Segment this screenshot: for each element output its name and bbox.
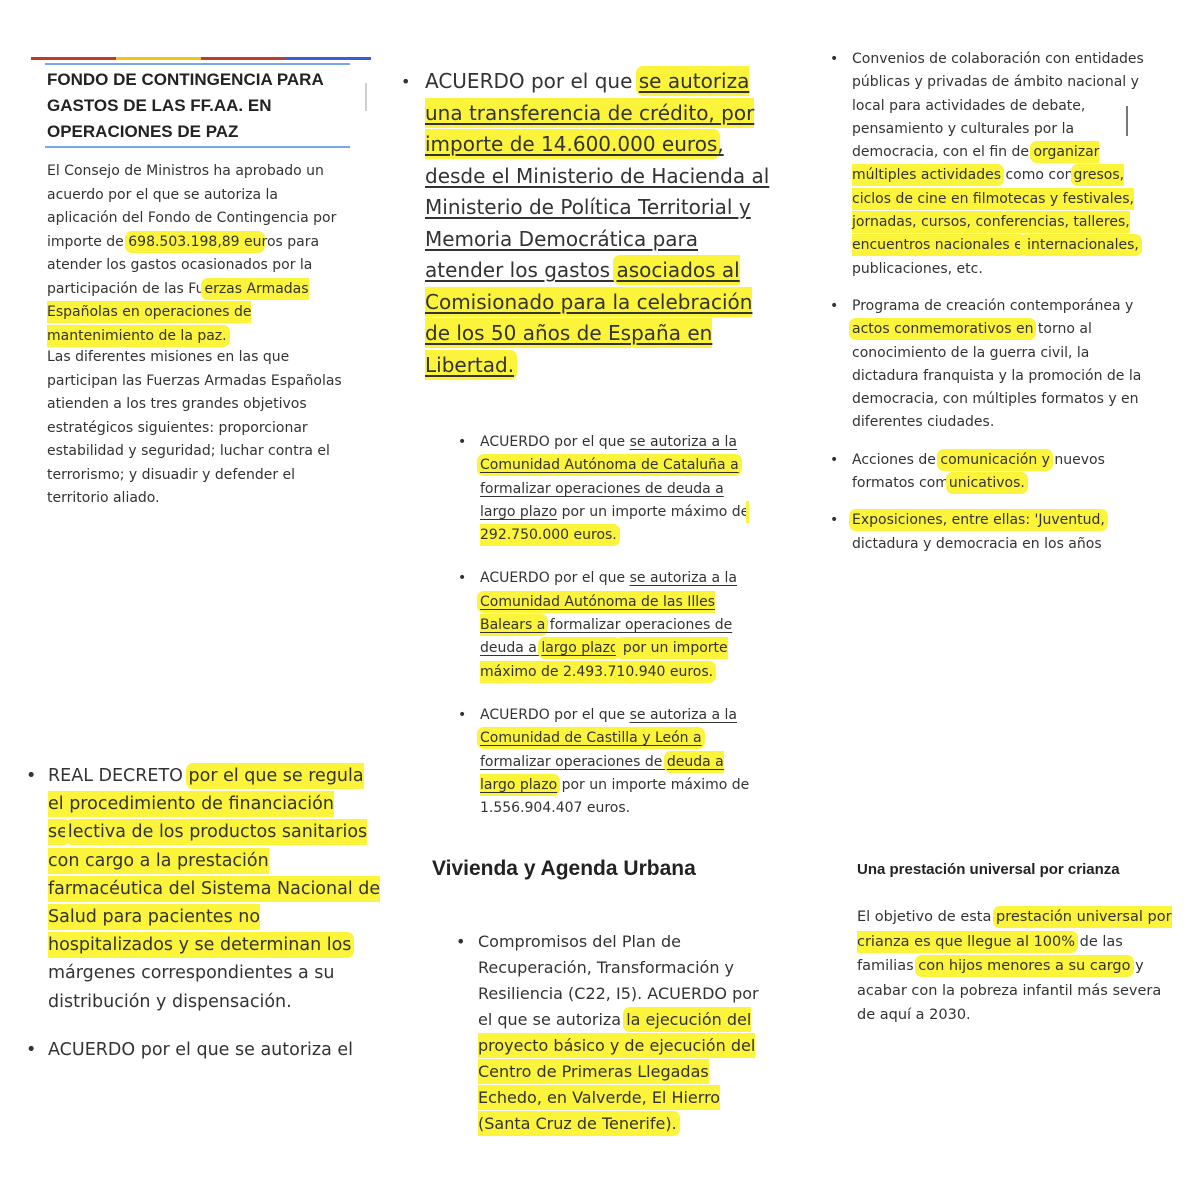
- text: publicaciones, etc.: [852, 260, 983, 277]
- text: tingencia por importe de: [47, 210, 337, 250]
- text: ACUERDO por el que: [480, 706, 630, 723]
- scroll-indicator: [365, 83, 367, 111]
- text: por un importe máximo de 1.556.904.407 euros.: [480, 776, 750, 817]
- highlight-term: deuda a largo plazo: [480, 753, 724, 793]
- section-heading: Vivienda y Agenda Urbana: [432, 857, 696, 880]
- text-link[interactable]: formalizar operaciones de deuda a: [480, 617, 733, 657]
- highlight-procedure: por el que se regula el procedimiento de financiación se: [48, 766, 364, 843]
- text: nuevos formatos com: [852, 451, 1105, 492]
- childcare-benefit-panel: [845, 855, 1185, 1040]
- text: y acabar con la pobreza infantil más severa de aquí a 2030.: [857, 958, 1162, 1023]
- list-item: [48, 1036, 383, 1064]
- list-item: [852, 48, 1152, 281]
- paragraph-missions: Las diferentes misiones en las que participan las Fuerzas Armadas Españolas atienden a los tres grandes objetivos estratégicos siguientes: proporcionar estabilidad y seguridad; luchar contra el terrorismo; y disuadir y defender el territorio aliado.: [47, 349, 342, 506]
- list-item: [852, 509, 1152, 556]
- text: El objetivo de esta: [857, 909, 996, 925]
- highlight-region: Comunidad Autónoma de las Illes Balears a: [480, 593, 716, 634]
- royal-decree-panel: [20, 760, 385, 1060]
- text: Compromisos del Plan de Recuperación, Transformación y Resiliencia (C22, I5). ACUERDO por el que se autoriza: [478, 932, 759, 1029]
- list-item: [480, 704, 760, 820]
- highlight-amount: 698.503.198,89 eu: [128, 233, 262, 250]
- title-rule-top: [45, 63, 350, 65]
- list-item: [425, 66, 780, 381]
- text: torno al conocimiento de la guerra civil, la dictadura franquista y la promoción de la democracia, con múltiples formatos y en diferentes ciudades.: [852, 321, 1142, 431]
- list-item: [852, 449, 1152, 496]
- text: Convenios de colaboración con entidades públicas y privadas de ámbito nacional y local para actividades de debate, pensamiento y culturales por la democracia, con el fin de: [852, 51, 1144, 161]
- memory-activities-panel: [818, 48, 1163, 596]
- highlight-amount: por un importe máximo de 2.493.710.940 euros.: [480, 640, 728, 680]
- highlight-activities: organizar múltiples actividades: [852, 144, 1100, 184]
- highlight-term: largo plazo: [541, 640, 619, 657]
- text-link[interactable]: se autoriza a la: [629, 434, 738, 450]
- text-link[interactable]: se autoriza a la: [629, 570, 738, 587]
- title-rule-bottom: [45, 146, 350, 148]
- text: REAL DECRETO: [48, 766, 189, 786]
- list-item: [48, 762, 383, 1016]
- highlight-amount: 292.750.000 euros.: [480, 527, 617, 544]
- text-link[interactable]: se autoriza a la: [629, 706, 738, 723]
- highlight-children: con hijos menores a su cargo: [918, 958, 1131, 974]
- highlight-peace-ops: erzas Armadas Españolas en operaciones de mantenimiento de la paz.: [47, 280, 309, 344]
- highlight-communicative: unicativos.: [948, 475, 1025, 492]
- contingency-fund-panel: [28, 55, 373, 525]
- text: ACUERDO por el que se autoriza el: [48, 1039, 354, 1060]
- text: como con: [1001, 167, 1074, 184]
- highlight-exhibitions: Exposiciones, entre ellas: 'Juventud,: [852, 512, 1105, 529]
- list-item: [480, 431, 760, 547]
- highlight-commissioner: asociados al Comisionado para la celebración de los 50 años de España en Libertad.: [425, 258, 753, 377]
- panel-title: FONDO DE CONTINGENCIA PARA GASTOS DE LAS FF.AA. EN OPERACIONES DE PAZ: [47, 70, 324, 141]
- section-heading: Una prestación universal por crianza: [857, 861, 1120, 878]
- text: de las familias: [857, 933, 1123, 974]
- text-link[interactable]: formalizar operaciones de: [480, 753, 667, 770]
- highlight-transfer: se autoriza una transferencia de crédito, por importe de 14.600.000 euros: [425, 69, 755, 156]
- text-link[interactable]: , desde el Ministerio de Hacienda al Ministerio de Política Territorial y Memoria Democrática para atender los gastos: [425, 132, 770, 282]
- text-link[interactable]: formalizar operaciones de deuda a largo plazo: [480, 480, 724, 520]
- highlight-communication: comunicación y: [940, 451, 1050, 468]
- text: dictadura y democracia en los años: [852, 535, 1102, 552]
- list-item: [480, 567, 760, 683]
- housing-panel: [420, 855, 780, 1155]
- debt-operations-panel: [440, 425, 765, 817]
- highlight-region: Comunidad de Castilla y León a: [480, 730, 702, 747]
- highlight-products: lectiva de los productos sanitarios con cargo a la prestación farmacéutica del Sistema Nacional de Salud para pacientes no hospitalizados y se determinan los: [48, 822, 381, 956]
- highlight-benefit: prestación universal por crianza es que llegue al 100%: [857, 909, 1172, 950]
- list-item: [852, 295, 1152, 435]
- credit-transfer-panel: [398, 62, 783, 377]
- paragraph-fund: [47, 160, 347, 348]
- list-item: [478, 929, 773, 1137]
- text: ACUERDO por el que: [480, 570, 630, 587]
- highlight-project: la ejecución del proyecto básico y de ejecución del Centro de Primeras Llegadas Echedo, en Valverde, El Hierro (Santa Cruz de Tenerife).: [478, 1010, 756, 1133]
- text: ACUERDO por el que: [425, 69, 639, 93]
- text: ros para atender los gastos ocasionados por la participación de las Fu: [47, 233, 320, 297]
- paragraph-benefit: [857, 905, 1177, 1028]
- text: márgenes correspondientes a su distribución y dispensación.: [48, 963, 335, 1012]
- highlight-region: Comunidad Autónoma de Cataluña a: [480, 457, 739, 474]
- text: Acciones de: [852, 451, 941, 468]
- text: por un importe máximo de: [557, 503, 750, 520]
- highlight-international: internacionales,: [1022, 237, 1139, 254]
- text: ACUERDO por el que: [480, 434, 630, 450]
- text: El Consejo de Ministros ha aprobado un acuerdo por el que se autoriza la aplicación del Fondo de Con: [47, 163, 324, 226]
- highlight-events: gresos, ciclos de cine en filmotecas y festivales, jornadas, cursos, conferencias, talleres, encuentros nacionales e: [852, 167, 1134, 254]
- text: Programa de creación contemporánea y: [852, 297, 1134, 314]
- flag-color-bar: [31, 57, 371, 60]
- highlight-commemorative: actos conmemorativos en: [852, 321, 1034, 338]
